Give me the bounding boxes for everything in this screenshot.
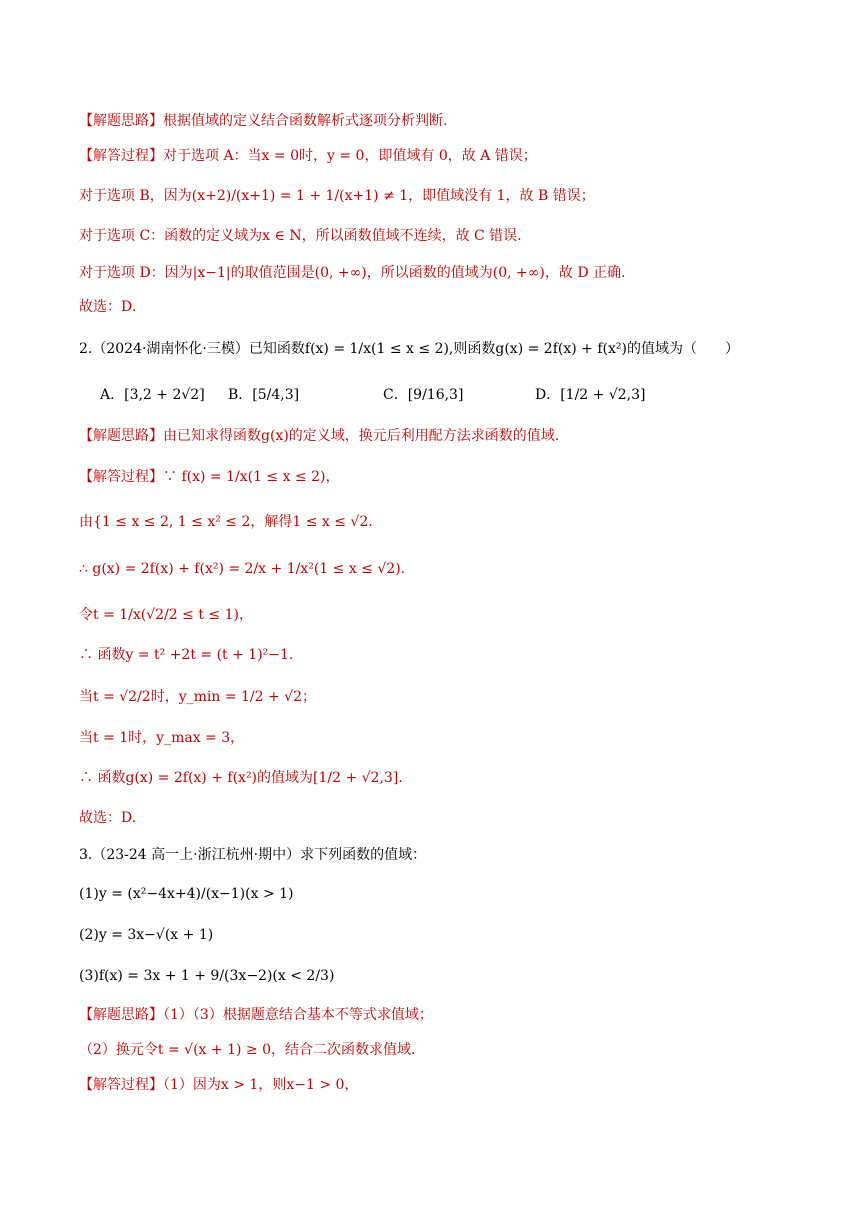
q1-idea: 【解题思路】根据值域的定义结合函数解析式逐项分析判断. <box>79 113 448 129</box>
q3-idea1: 【解题思路】（1）（3）根据题意结合基本不等式求值域； <box>79 1007 433 1023</box>
q2-option-a: A．[3,2 + 2√2] <box>100 387 205 403</box>
q3-sub3: (3)f(x) = 3x + 1 + 9/(3x−2)(x < 2/3) <box>79 968 335 984</box>
q2-step5: ∴ 函数y = t² +2t = (t + 1)²−1. <box>79 647 294 663</box>
q2-option-b: B．[5/4,3] <box>228 387 300 403</box>
q1-process-c: 对于选项 C：函数的定义域为x ∈ N，所以函数值域不连续，故 C 错误. <box>79 228 522 244</box>
q2-option-c: C．[9/16,3] <box>383 387 464 403</box>
q3-stem: 3.（23-24 高一上·浙江杭州·期中）求下列函数的值域： <box>79 847 427 863</box>
q2-option-d: D．[1/2 + √2,3] <box>535 387 646 403</box>
q1-process-b: 对于选项 B，因为(x+2)/(x+1) = 1 + 1/(x+1) ≠ 1，即值域没有 1，故 B 错误； <box>79 188 595 204</box>
q2-step4: 令t = 1/x(√2/2 ≤ t ≤ 1)， <box>79 607 253 623</box>
q2-step2: 由{1 ≤ x ≤ 2, 1 ≤ x² ≤ 2，解得1 ≤ x ≤ √2. <box>79 514 373 530</box>
q2-step1: 【解答过程】∵ f(x) = 1/x(1 ≤ x ≤ 2)， <box>79 469 340 485</box>
q2-step8: ∴ 函数g(x) = 2f(x) + f(x²)的值域为[1/2 + √2,3]. <box>79 770 403 786</box>
q1-process-d: 对于选项 D：因为|x−1|的取值范围是(0, +∞)，所以函数的值域为(0, +∞)，故 D 正确. <box>79 265 626 281</box>
q2-step6: 当t = √2/2时，y_min = 1/2 + √2； <box>79 689 317 705</box>
q3-idea2: （2）换元令t = √(x + 1) ≥ 0，结合二次函数求值域. <box>79 1042 416 1058</box>
q2-step3: ∴ g(x) = 2f(x) + f(x²) = 2/x + 1/x²(1 ≤ x ≤ √2). <box>79 561 406 577</box>
q2-step7: 当t = 1时，y_max = 3， <box>79 730 245 746</box>
q1-answer: 故选：D. <box>79 299 137 315</box>
q1-process-a: 【解答过程】对于选项 A：当x = 0时，y = 0，即值域有 0，故 A 错误； <box>79 148 537 164</box>
q2-idea: 【解题思路】由已知求得函数g(x)的定义域，换元后利用配方法求函数的值域. <box>79 428 560 444</box>
q3-sub2: (2)y = 3x−√(x + 1) <box>79 927 214 943</box>
q3-sub1: (1)y = (x²−4x+4)/(x−1)(x > 1) <box>79 886 294 902</box>
q2-answer: 故选：D. <box>79 810 137 826</box>
q3-process1: 【解答过程】（1）因为x > 1，则x−1 > 0， <box>79 1077 359 1093</box>
q2-stem: 2.（2024·湖南怀化·三模）已知函数f(x) = 1/x(1 ≤ x ≤ 2),则函数g(x) = 2f(x) + f(x²)的值域为（ ） <box>79 341 739 357</box>
